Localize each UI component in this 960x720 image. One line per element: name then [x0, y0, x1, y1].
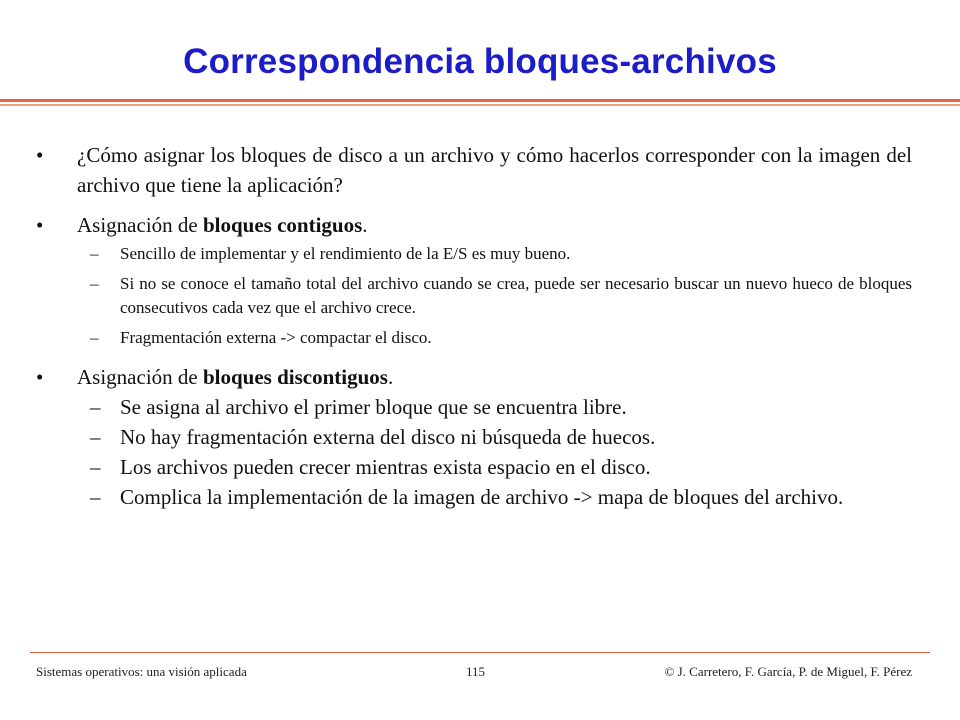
sub-text: Los archivos pueden crecer mientras exista espacio en el disco.: [120, 455, 651, 479]
bullet-1: [36, 140, 912, 200]
bullet-2: [36, 210, 912, 240]
sub-text: Se asigna al archivo el primer bloque que se encuentra libre.: [120, 395, 627, 419]
bullet-2-bold: bloques contiguos: [202, 213, 363, 237]
bullet-icon: •: [36, 143, 44, 167]
bullet-3-sub-2: [36, 422, 912, 452]
bullet-2-sub-2: [36, 272, 912, 320]
bullet-1-text: ¿Cómo asignar los bloques de disco a un archivo y cómo hacerlos corresponder con la imagen del archivo que tiene la aplicación?: [77, 143, 912, 197]
dash-icon: –: [90, 395, 101, 419]
bullet-icon: •: [36, 365, 44, 389]
bullet-icon: •: [36, 213, 44, 237]
bullet-3-bold: bloques discontiguos: [202, 365, 388, 389]
slide-title: Correspondencia bloques-archivos: [183, 42, 777, 81]
bullet-2-suffix: .: [362, 213, 368, 237]
bullet-2-sub-3: [36, 326, 912, 350]
bullet-3-sub-1: [36, 392, 912, 422]
dash-icon: –: [90, 274, 99, 293]
sub-text: Si no se conoce el tamaño total del archivo cuando se crea, puede ser necesario buscar un nuevo hueco de bloques consecutivos cada vez que el archivo crece.: [120, 274, 912, 317]
title-divider-secondary: [0, 104, 960, 106]
bullet-2-sub-1: [36, 242, 912, 266]
sub-text: No hay fragmentación externa del disco ni búsqueda de huecos.: [120, 425, 656, 449]
dash-icon: –: [90, 425, 101, 449]
bullet-3-sub-4: [36, 482, 912, 512]
bullet-2-prefix: Asignación de: [77, 213, 203, 237]
title-divider: [0, 99, 960, 102]
page-number: 115: [466, 664, 486, 679]
sub-text: Complica la implementación de la imagen de archivo -> mapa de bloques del archivo.: [120, 485, 844, 509]
slide-body: [36, 140, 912, 512]
sub-text: Sencillo de implementar y el rendimiento de la E/S es muy bueno.: [120, 244, 571, 263]
footer-copyright: © J. Carretero, F. García, P. de Miguel, F. Pérez: [664, 664, 912, 679]
bullet-3-suffix: .: [387, 365, 394, 389]
bullet-3-sub-3: [36, 452, 912, 482]
dash-icon: –: [90, 244, 99, 263]
bullet-3-prefix: Asignación de: [77, 365, 203, 389]
bullet-3: [36, 362, 912, 392]
dash-icon: –: [90, 328, 99, 347]
sub-text: Fragmentación externa -> compactar el disco.: [120, 328, 432, 347]
dash-icon: –: [90, 485, 101, 509]
dash-icon: –: [90, 455, 101, 479]
footer-book-title: Sistemas operativos: una visión aplicada: [36, 664, 247, 679]
footer-divider: [30, 652, 930, 653]
